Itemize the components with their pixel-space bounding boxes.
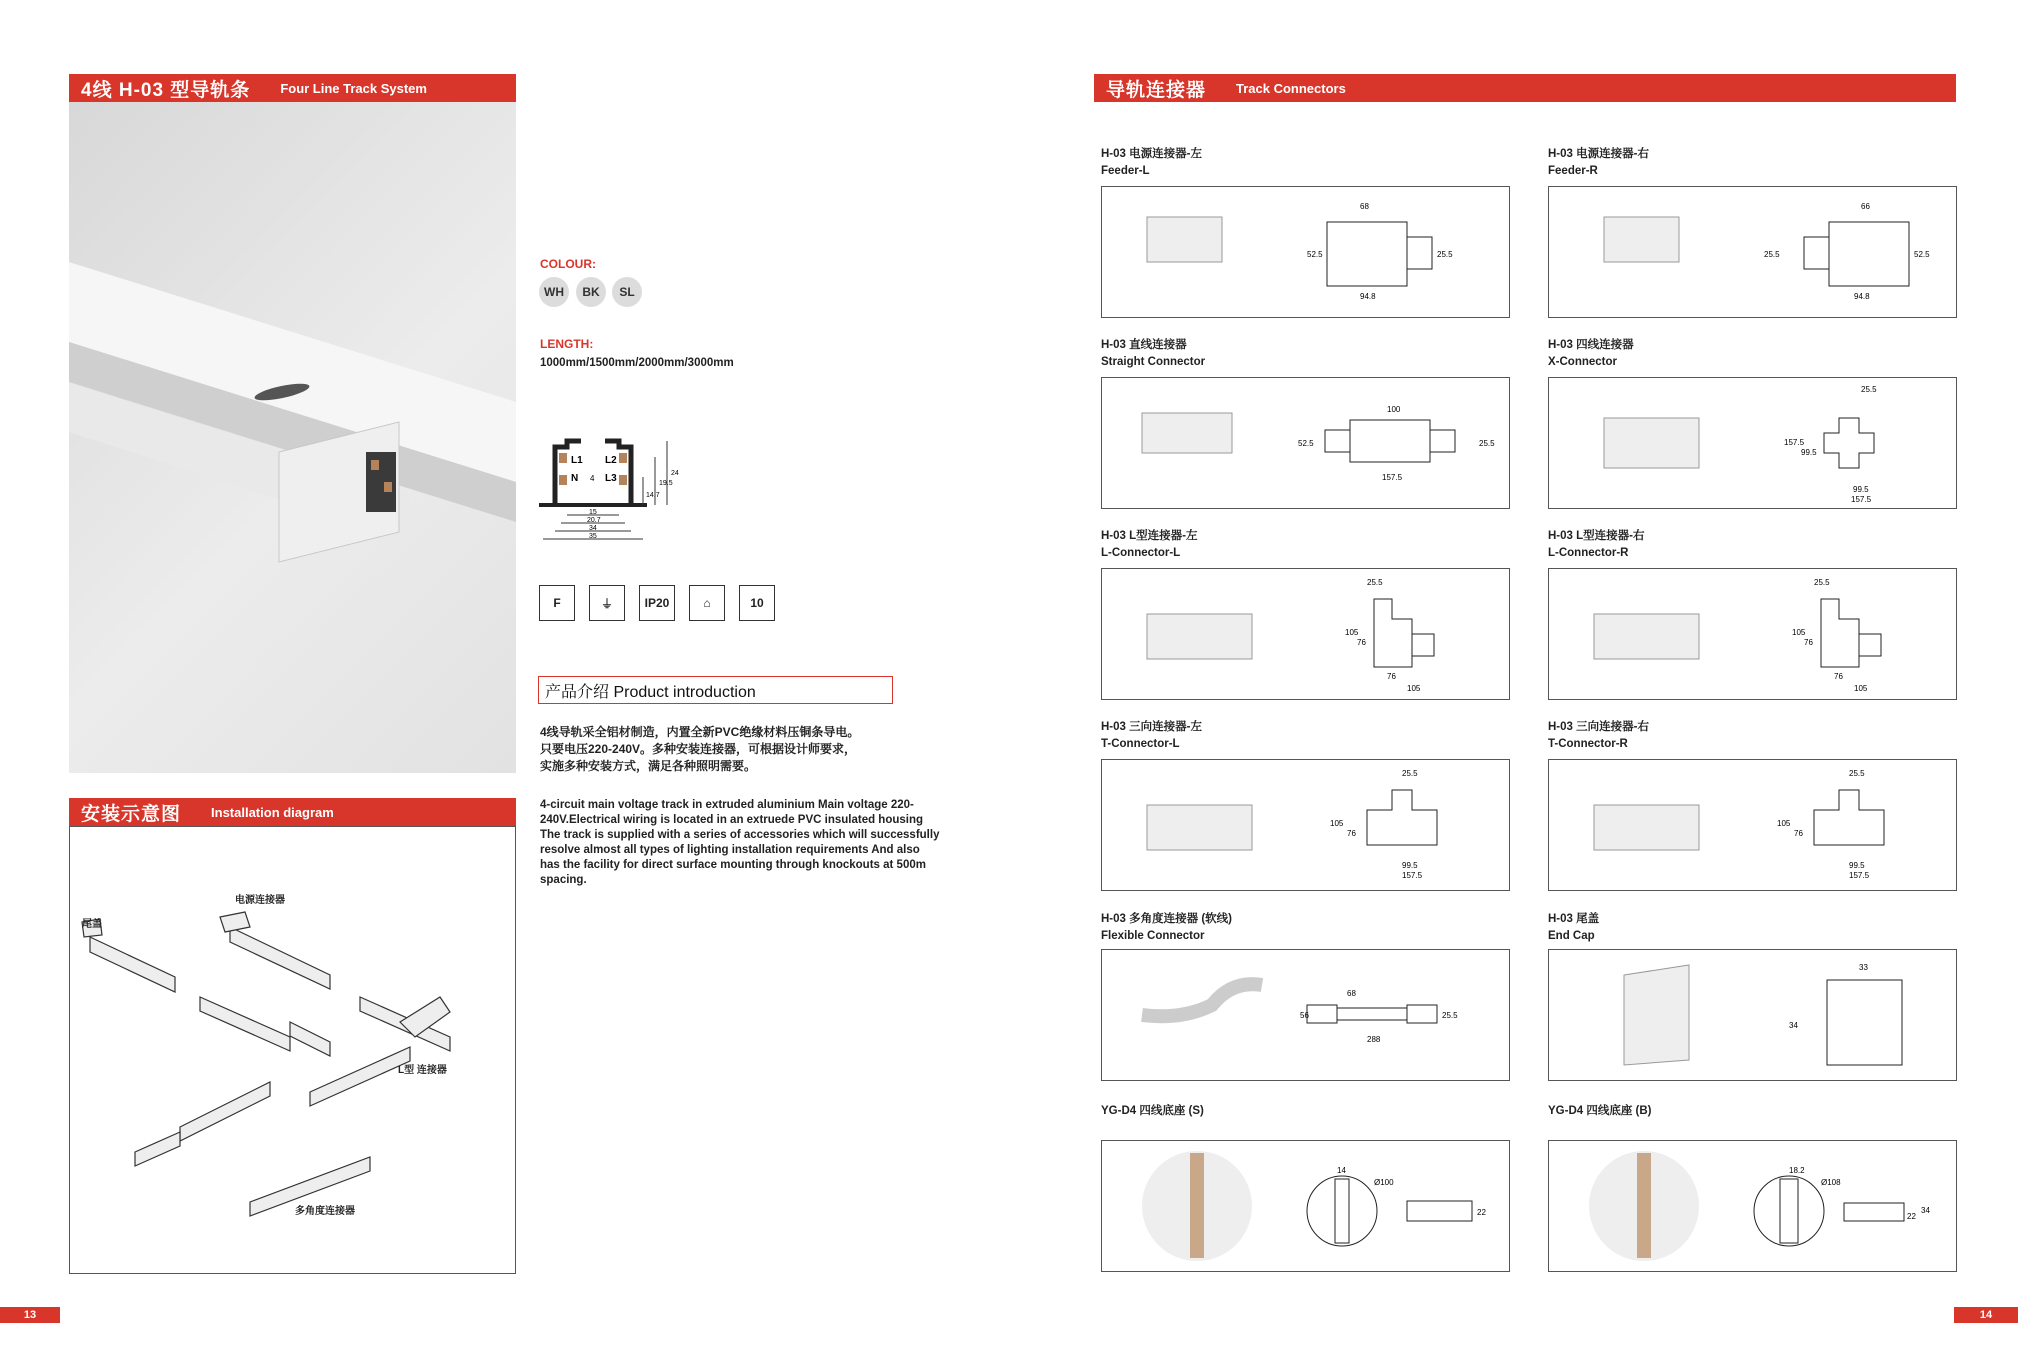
right-header-cn: 导轨连接器 <box>1106 79 1207 101</box>
dim-text: 25.5 <box>1367 578 1383 587</box>
item-caption-endcap <box>1548 911 1599 945</box>
item-en: Straight Connector <box>1101 356 1206 368</box>
item-en: Flexible Connector <box>1101 930 1205 942</box>
dim-text: Ø100 <box>1374 1178 1394 1187</box>
length-label: LENGTH: <box>540 337 594 351</box>
dim-text: 76 <box>1794 829 1803 838</box>
dim-text: 34 <box>1921 1206 1930 1215</box>
item-cn: H-03 多角度连接器 (软线) <box>1101 913 1232 925</box>
dim-text: 25.5 <box>1849 769 1865 778</box>
item-en: Feeder-R <box>1548 165 1598 177</box>
item-box-flex <box>1101 949 1510 1081</box>
install-label-feeder: 电源连接器 <box>235 895 285 906</box>
dim-text: 25.5 <box>1814 578 1830 587</box>
item-cn: H-03 L型连接器-右 <box>1548 530 1645 542</box>
page-number-left: 13 <box>0 1307 60 1323</box>
cert-f-icon: F <box>539 585 575 621</box>
item-box-base-s <box>1101 1140 1510 1272</box>
intro-cn-text <box>540 724 859 775</box>
dim-text: 157.5 <box>1382 473 1403 482</box>
item-box-feeder-l <box>1101 186 1510 318</box>
intro-en-line: 240V.Electrical wiring is located in an extruede PVC insulated housing <box>540 814 924 826</box>
page-number-right: 14 <box>1954 1307 2018 1323</box>
dim-text: 56 <box>1300 1011 1309 1020</box>
dim-text: 76 <box>1804 638 1813 647</box>
dim-text: 288 <box>1367 1035 1381 1044</box>
dim-text: 25.5 <box>1764 250 1780 259</box>
item-cn: H-03 三向连接器-左 <box>1101 721 1202 733</box>
item-en: T-Connector-L <box>1101 738 1180 750</box>
item-cn: H-03 三向连接器-右 <box>1548 721 1649 733</box>
item-cn: H-03 直线连接器 <box>1101 339 1187 351</box>
dim-text: 14 <box>1337 1166 1346 1175</box>
right-header-bar <box>1094 74 1956 102</box>
dim-text: 157.5 <box>1402 871 1423 880</box>
dim-text: 94.8 <box>1360 292 1376 301</box>
left-header-en: Four Line Track System <box>280 80 427 96</box>
item-box-endcap <box>1548 949 1957 1081</box>
item-caption-base-s <box>1101 1103 1204 1120</box>
dim-text: 25.5 <box>1442 1011 1458 1020</box>
dim-text: Ø108 <box>1821 1178 1841 1187</box>
right-header-en: Track Connectors <box>1236 80 1346 96</box>
dim-text: 157.5 <box>1851 495 1872 504</box>
dim-text: 99.5 <box>1402 861 1418 870</box>
profile-label-n: N <box>571 473 579 484</box>
track-profile-drawing <box>535 435 715 550</box>
cert-earth-icon: ⏚ <box>589 585 625 621</box>
dim-text: 25.5 <box>1479 439 1495 448</box>
left-header-cn: 4线 H-03 型导轨条 <box>81 79 251 101</box>
profile-dim-15: 15 <box>589 509 597 516</box>
dim-text: 68 <box>1360 202 1369 211</box>
item-box-l-right <box>1548 568 1957 700</box>
cert-indoor-icon: ⌂ <box>689 585 725 621</box>
profile-dim-20-7: 20.7 <box>587 517 601 524</box>
item-caption-t-right <box>1548 719 1649 753</box>
length-value: 1000mm/1500mm/2000mm/3000mm <box>540 357 734 369</box>
item-caption-base-b <box>1548 1103 1652 1120</box>
colour-chip-wh[interactable]: WH <box>539 277 569 307</box>
dim-text: 22 <box>1477 1208 1486 1217</box>
dim-text: 105 <box>1407 684 1421 693</box>
intro-en-line: spacing. <box>540 874 587 886</box>
dim-text: 100 <box>1387 405 1401 414</box>
profile-dim-24: 24 <box>671 470 679 477</box>
dim-text: 94.8 <box>1854 292 1870 301</box>
profile-dim-34: 34 <box>589 525 597 532</box>
intro-en-line: has the facility for direct surface mounting through knockouts at 500m <box>540 859 926 871</box>
dim-text: 52.5 <box>1914 250 1930 259</box>
item-en: T-Connector-R <box>1548 738 1628 750</box>
item-box-feeder-r <box>1548 186 1957 318</box>
dim-text: 157.5 <box>1849 871 1870 880</box>
item-caption-l-right <box>1548 528 1644 562</box>
item-en: X-Connector <box>1548 356 1617 368</box>
install-header-bar <box>69 798 516 826</box>
item-cn: H-03 尾盖 <box>1548 913 1600 925</box>
intro-title: 产品介绍 Product introduction <box>545 683 756 701</box>
track-rail-illustration <box>69 102 516 773</box>
item-caption-l-left <box>1101 528 1197 562</box>
dim-text: 99.5 <box>1849 861 1865 870</box>
install-label-endcap: 尾盖 <box>82 919 102 930</box>
dim-text: 105 <box>1345 628 1359 637</box>
intro-en-text <box>540 798 940 888</box>
install-diagram-box <box>69 826 516 1274</box>
dim-text: 76 <box>1387 672 1396 681</box>
item-cn: H-03 L型连接器-左 <box>1101 530 1198 542</box>
cert-ip20-icon: IP20 <box>639 585 675 621</box>
item-en: L-Connector-L <box>1101 547 1181 559</box>
dim-text: 52.5 <box>1307 250 1323 259</box>
item-box-x <box>1548 377 1957 509</box>
dim-text: 68 <box>1347 989 1356 998</box>
dim-text: 66 <box>1861 202 1870 211</box>
dim-text: 25.5 <box>1437 250 1453 259</box>
profile-label-l1: L1 <box>571 455 583 466</box>
intro-en-line: 4-circuit main voltage track in extruded aluminium Main voltage 220- <box>540 799 914 811</box>
dim-text: 18.2 <box>1789 1166 1805 1175</box>
intro-en-line: resolve almost all types of lighting installation requirements And also <box>540 844 920 856</box>
item-caption-straight <box>1101 337 1205 371</box>
dim-text: 33 <box>1859 963 1868 972</box>
dim-text: 105 <box>1330 819 1344 828</box>
dim-text: 76 <box>1347 829 1356 838</box>
profile-label-4: 4 <box>590 474 595 483</box>
install-header-en: Installation diagram <box>211 804 334 820</box>
dim-text: 34 <box>1789 1021 1798 1030</box>
profile-dim-19-5: 19.5 <box>659 480 673 487</box>
dim-text: 22 <box>1907 1212 1916 1221</box>
dim-text: 52.5 <box>1298 439 1314 448</box>
dim-text: 105 <box>1777 819 1791 828</box>
dim-text: 25.5 <box>1402 769 1418 778</box>
intro-cn-line: 实施多种安装方式，满足各种照明需要。 <box>540 759 757 773</box>
colour-chip-bk[interactable]: BK <box>576 277 606 307</box>
intro-cn-line: 4线导轨采全铝材制造，内置全新PVC绝缘材料压铜条导电。 <box>540 725 860 739</box>
left-header-bar <box>69 74 516 102</box>
item-caption-feeder-l <box>1101 146 1202 180</box>
intro-title-box <box>538 676 893 704</box>
item-cn: H-03 电源连接器-右 <box>1548 148 1649 160</box>
dim-text: 99.5 <box>1801 448 1817 457</box>
dim-text: 99.5 <box>1853 485 1869 494</box>
item-cn: YG-D4 四线底座 (B) <box>1548 1105 1652 1117</box>
item-en: L-Connector-R <box>1548 547 1629 559</box>
item-cn: YG-D4 四线底座 (S) <box>1101 1105 1204 1117</box>
dim-text: 25.5 <box>1861 385 1877 394</box>
install-diagram-illustration <box>70 827 515 1273</box>
install-label-lconn: L型 连接器 <box>398 1065 447 1076</box>
item-box-l-left <box>1101 568 1510 700</box>
item-caption-x <box>1548 337 1634 371</box>
item-box-t-right <box>1548 759 1957 891</box>
item-box-t-left <box>1101 759 1510 891</box>
dim-text: 157.5 <box>1784 438 1805 447</box>
item-en: Feeder-L <box>1101 165 1150 177</box>
item-caption-flex <box>1101 911 1232 945</box>
install-header-cn: 安装示意图 <box>81 803 182 825</box>
item-caption-t-left <box>1101 719 1202 753</box>
dim-text: 76 <box>1834 672 1843 681</box>
intro-cn-line: 只要电压220-240V。多种安装连接器，可根据设计师要求， <box>540 742 857 756</box>
item-caption-feeder-r <box>1548 146 1649 180</box>
item-cn: H-03 电源连接器-左 <box>1101 148 1202 160</box>
profile-dim-35: 35 <box>589 533 597 540</box>
track-product-photo <box>69 102 516 773</box>
intro-en-line: The track is supplied with a series of accessories which will successfully <box>540 829 940 841</box>
dim-text: 76 <box>1357 638 1366 647</box>
item-cn: H-03 四线连接器 <box>1548 339 1634 351</box>
dim-text: 105 <box>1854 684 1868 693</box>
profile-label-l2: L2 <box>605 455 617 466</box>
item-en: End Cap <box>1548 930 1595 942</box>
profile-dim-14-7: 14.7 <box>646 492 660 499</box>
profile-label-l3: L3 <box>605 473 617 484</box>
item-box-straight <box>1101 377 1510 509</box>
dim-text: 105 <box>1792 628 1806 637</box>
colour-label: COLOUR: <box>540 257 596 271</box>
install-label-flex: 多角度连接器 <box>295 1206 355 1217</box>
cert-10-icon: 10 <box>739 585 775 621</box>
item-box-base-b <box>1548 1140 1957 1272</box>
colour-chip-sl[interactable]: SL <box>612 277 642 307</box>
